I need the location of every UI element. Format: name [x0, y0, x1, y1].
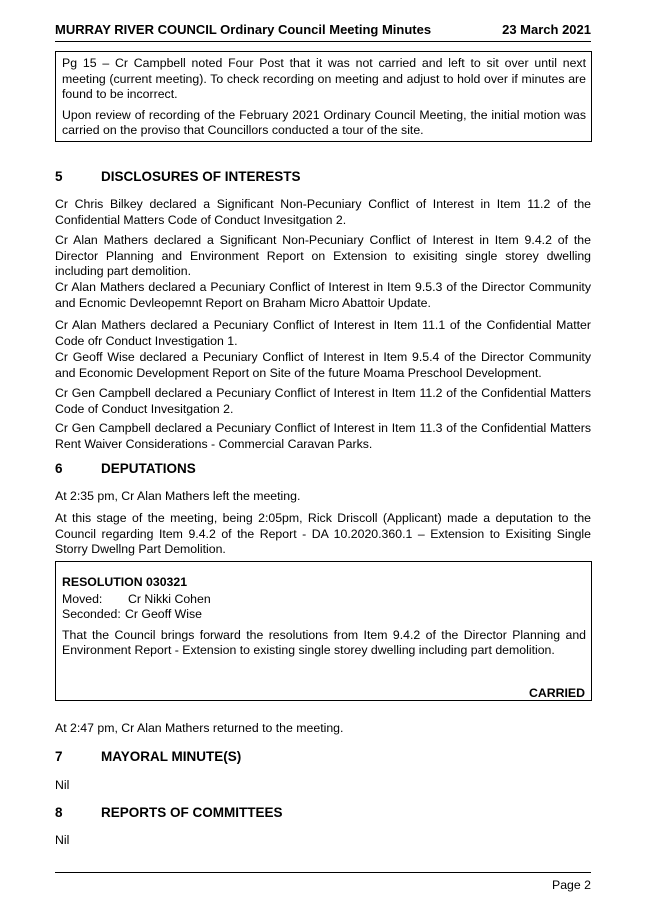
resolution-box [55, 561, 592, 701]
moved-label: Moved: [62, 591, 103, 606]
section-7-body: Nil [55, 778, 70, 792]
note-paragraph-1: Pg 15 – Cr Campbell noted Four Post that it was not carried and left to sit over until next meeting (current meeting). To check recording on meeting and adjust to hold over if minutes are found to be incorrect. [62, 56, 586, 101]
section-title: DISCLOSURES OF INTERESTS [101, 169, 301, 184]
section-8-body: Nil [55, 833, 70, 847]
resolution-title: RESOLUTION 030321 [62, 575, 188, 589]
seconded-row [62, 607, 586, 623]
section-title: REPORTS OF COMMITTEES [101, 805, 283, 820]
seconded-value: Cr Geoff Wise [125, 607, 202, 621]
moved-row [62, 592, 586, 608]
section-number: 7 [55, 749, 63, 764]
seconded-label: Seconded: [62, 607, 121, 621]
resolution-status: CARRIED [528, 686, 585, 700]
section-title: MAYORAL MINUTE(S) [101, 749, 242, 764]
deputation-paragraph-1: At 2:35 pm, Cr Alan Mathers left the meeting. [55, 489, 301, 503]
header-title: MURRAY RIVER COUNCIL Ordinary Council Meeting Minutes [55, 22, 432, 37]
section-number: 6 [55, 461, 63, 476]
disclosure-paragraph: Cr Geoff Wise declared a Pecuniary Conflict of Interest in Item 9.5.4 of the Director Community and Economic Development Report on Site of the future Moama Preschool Development. [55, 350, 591, 380]
return-paragraph: At 2:47 pm, Cr Alan Mathers returned to the meeting. [55, 721, 344, 735]
footer-rule [55, 872, 591, 873]
disclosure-paragraph: Cr Alan Mathers declared a Significant Non-Pecuniary Conflict of Interest in Item 9.4.2 of the Director Planning and Environment Report on Extension to exisiting single storey dwelling including part demolition. [55, 233, 591, 278]
section-number: 8 [55, 805, 63, 820]
deputation-paragraph-2: At this stage of the meeting, being 2:05pm, Rick Driscoll (Applicant) made a deputation to the Council regarding Item 9.4.2 of the Report - DA 10.2020.360.1 – Extension to Exisiting Single Storry Dwellng Part Demolition. [55, 511, 591, 556]
disclosure-paragraph: Cr Alan Mathers declared a Pecuniary Conflict of Interest in Item 11.1 of the Confidential Matter Code ofr Conduct Investigation 1. [55, 318, 591, 348]
note-paragraph-2: Upon review of recording of the February 2021 Ordinary Council Meeting, the initial motion was carried on the proviso that Councillors conducted a tour of the site. [62, 107, 586, 137]
header-date: 23 March 2021 [502, 22, 591, 37]
disclosure-paragraph: Cr Alan Mathers declared a Pecuniary Conflict of Interest in Item 9.5.3 of the Director Community and Ecnomic Devleopemnt Report on Braham Micro Abattoir Update. [55, 280, 591, 310]
disclosure-paragraph: Cr Gen Campbell declared a Pecuniary Conflict of Interest in Item 11.3 of the Confidential Matters Rent Waiver Considerations - Commercial Caravan Parks. [55, 421, 591, 451]
disclosure-paragraph: Cr Chris Bilkey declared a Significant Non-Pecuniary Conflict of Interest in Item 11.2 of the Confidential Matters Code of Conduct Invesitgation 2. [55, 197, 591, 227]
section-title: DEPUTATIONS [101, 461, 196, 476]
section-number: 5 [55, 169, 63, 184]
header-rule [55, 41, 591, 42]
page-number: Page 2 [552, 878, 591, 892]
disclosure-paragraph: Cr Gen Campbell declared a Pecuniary Conflict of Interest in Item 11.2 of the Confidential Matters Code of Conduct Invesitgation 2. [55, 386, 591, 416]
note-box [55, 51, 592, 142]
resolution-text: That the Council brings forward the resolutions from Item 9.4.2 of the Director Planning and Environment Report - Extension to existing single storey dwelling including part demolition. [62, 627, 586, 657]
moved-value: Cr Nikki Cohen [128, 591, 211, 606]
